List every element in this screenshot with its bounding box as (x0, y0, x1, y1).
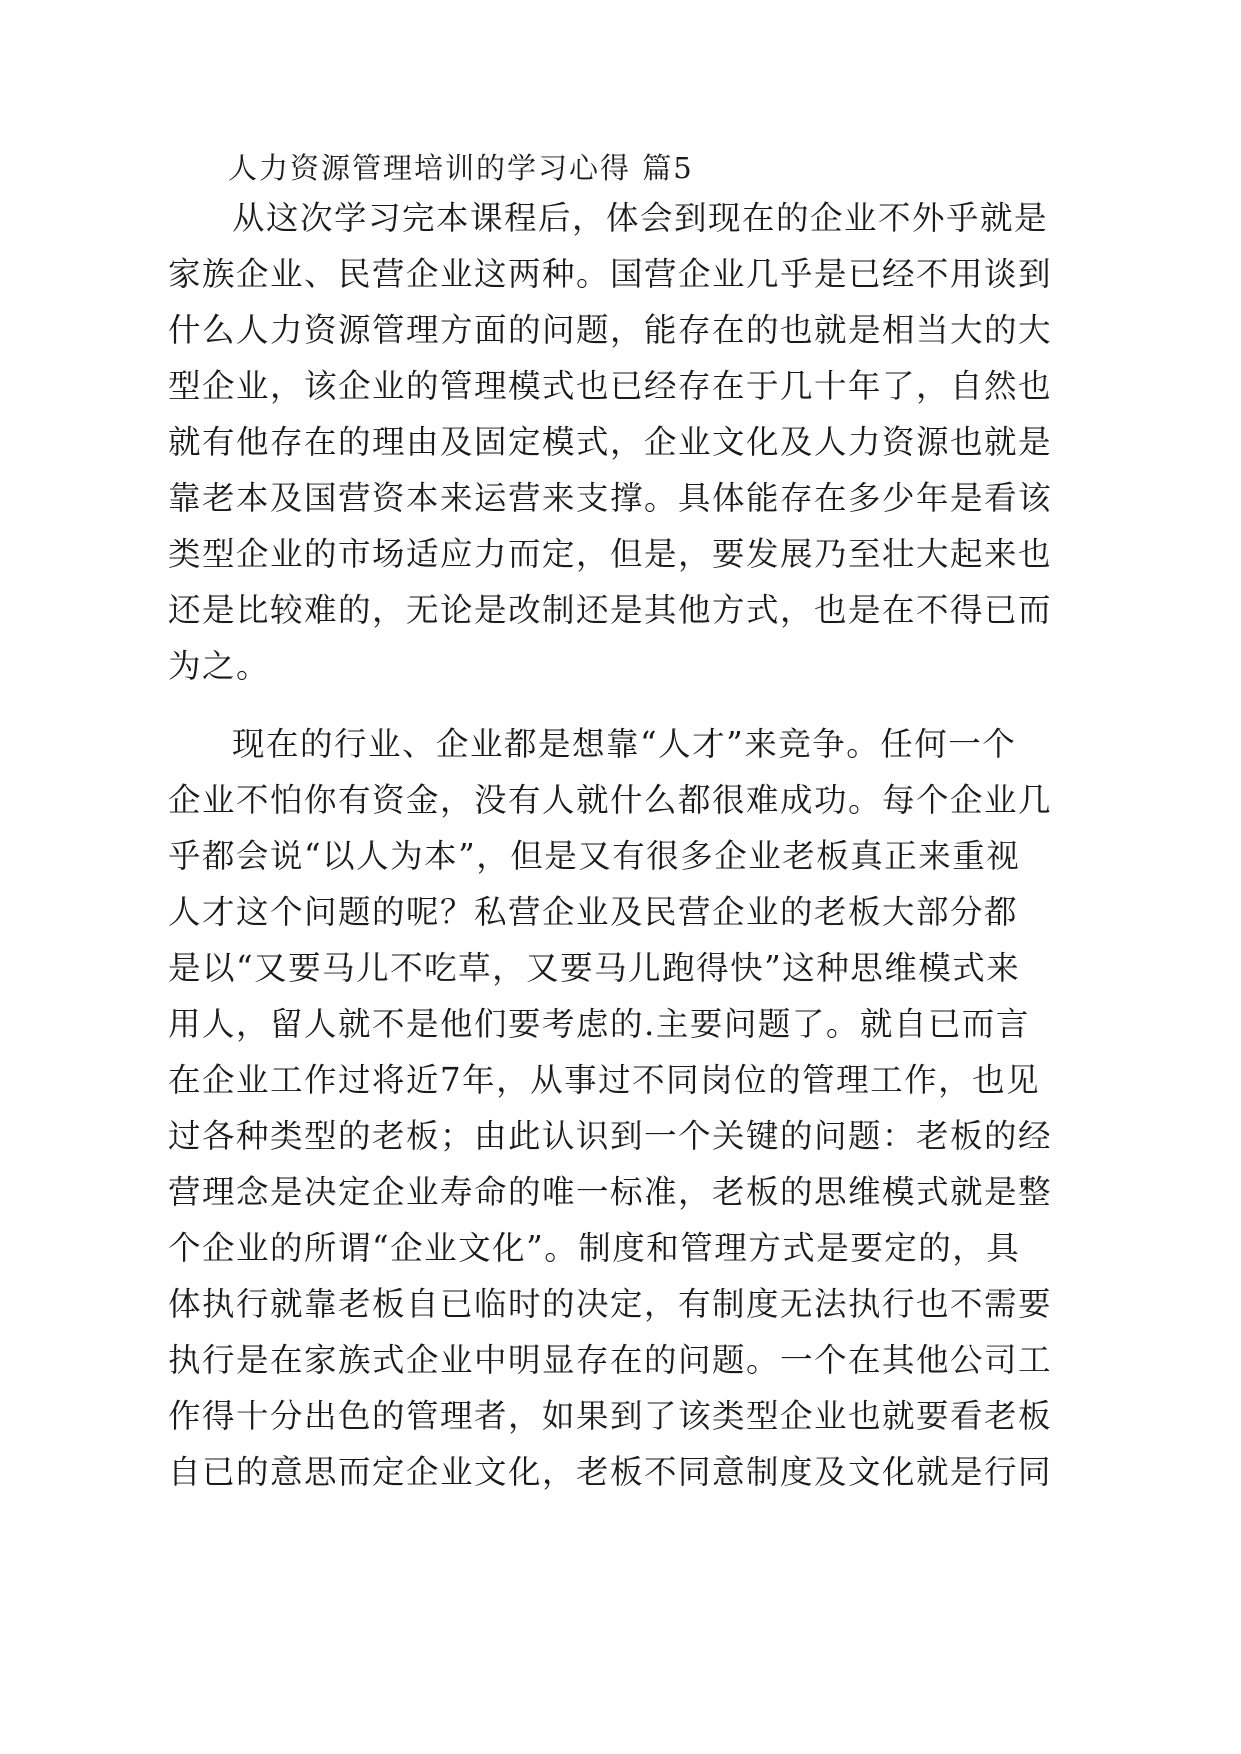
paragraph-1-line: 就有他存在的理由及固定模式，企业文化及人力资源也就是 (168, 423, 1053, 461)
paragraph-2-line: 个企业的所谓“企业文化”。制度和管理方式是要定的，具 (168, 1229, 1021, 1267)
paragraph-2-line: 现在的行业、企业都是想靠“人才”来竞争。任何一个 (232, 725, 1017, 763)
paragraph-1-line: 家族企业、民营企业这两种。国营企业几乎是已经不用谈到 (168, 255, 1053, 293)
paragraph-1-line: 型企业，该企业的管理模式也已经存在于几十年了，自然也 (168, 367, 1053, 405)
paragraph-2-line: 执行是在家族式企业中明显存在的问题。一个在其他公司工 (168, 1341, 1053, 1379)
paragraph-2-line: 在企业工作过将近7年，从事过不同岗位的管理工作，也见 (168, 1061, 1041, 1099)
paragraph-2-line: 乎都会说“以人为本”，但是又有很多企业老板真正来重视 (168, 837, 1021, 875)
paragraph-2-line: 作得十分出色的管理者，如果到了该类型企业也就要看老板 (168, 1397, 1053, 1435)
paragraph-2-line: 体执行就靠老板自已临时的决定，有制度无法执行也不需要 (168, 1285, 1053, 1323)
paragraph-1-line: 什么人力资源管理方面的问题，能存在的也就是相当大的大 (168, 311, 1053, 349)
paragraph-2-line: 人才这个问题的呢？私营企业及民营企业的老板大部分都 (168, 893, 1019, 931)
paragraph-2-line: 企业不怕你有资金，没有人就什么都很难成功。每个企业几 (168, 781, 1053, 819)
article-heading: 人力资源管理培训的学习心得 篇5 (228, 151, 694, 185)
paragraph-1-line: 还是比较难的，无论是改制还是其他方式，也是在不得已而 (168, 591, 1053, 629)
paragraph-2-line: 自已的意思而定企业文化，老板不同意制度及文化就是行同 (168, 1453, 1053, 1491)
paragraph-1-line: 为之。 (168, 647, 271, 685)
paragraph-2-line: 营理念是决定企业寿命的唯一标准，老板的思维模式就是整 (168, 1173, 1053, 1211)
paragraph-1-line: 靠老本及国营资本来运营来支撑。具体能存在多少年是看该 (168, 479, 1053, 517)
paragraph-2-line: 过各种类型的老板；由此认识到一个关键的问题：老板的经 (168, 1117, 1053, 1155)
paragraph-2-line: 用人，留人就不是他们要考虑的.主要问题了。就自已而言 (168, 1005, 1030, 1043)
paragraph-2-line: 是以“又要马儿不吃草，又要马儿跑得快”这种思维模式来 (168, 949, 1021, 987)
paragraph-1-line: 从这次学习完本课程后，体会到现在的企业不外乎就是 (232, 199, 1049, 237)
paragraph-1-line: 类型企业的市场适应力而定，但是，要发展乃至壮大起来也 (168, 535, 1053, 573)
